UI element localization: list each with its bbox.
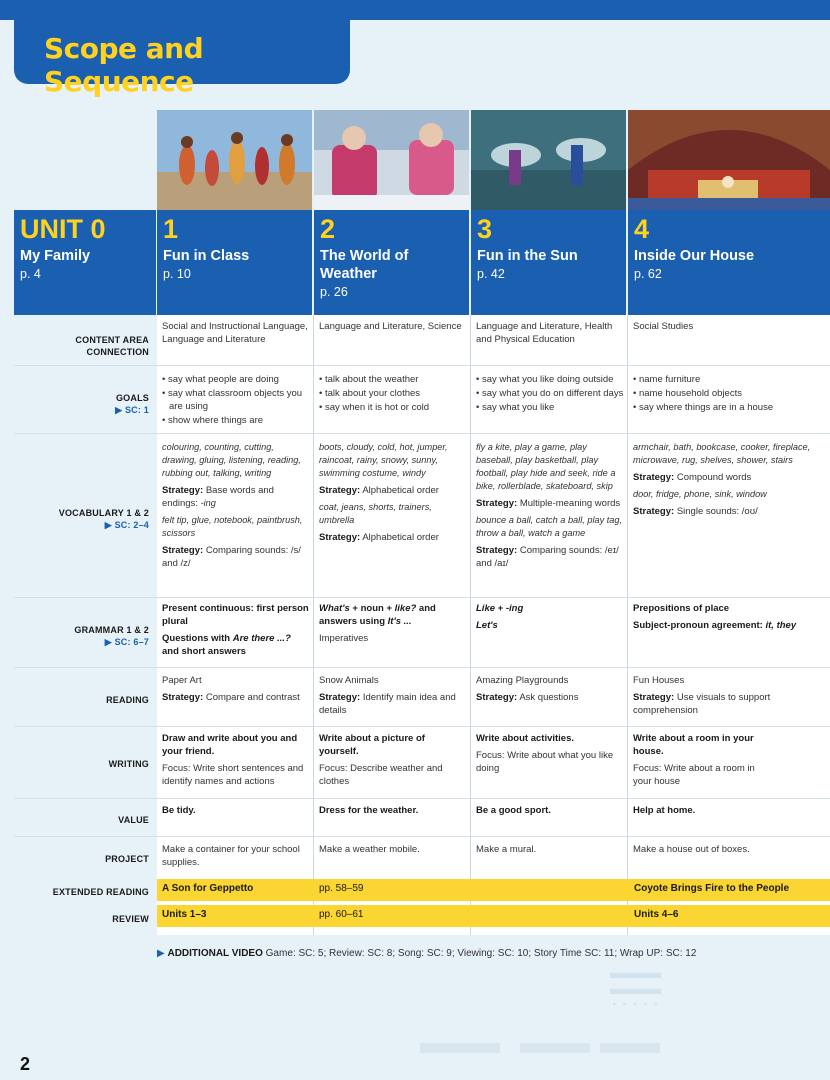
unit4-photo	[628, 110, 830, 210]
unit4-header	[628, 210, 830, 315]
reading-title: Paper Art	[162, 675, 202, 686]
column-divider	[470, 315, 471, 935]
reading-u2	[319, 674, 467, 717]
ext-reading-pages: pp. 58–59	[319, 883, 364, 894]
grammar-u2	[319, 602, 467, 645]
writing-focus: Focus: Write about a room in your house	[633, 763, 755, 787]
value-u2: Dress for the weather.	[319, 805, 419, 816]
review-u34: Units 4–6	[634, 909, 679, 920]
grammar-text: +	[495, 603, 506, 614]
reading-title: Snow Animals	[319, 675, 379, 686]
vocab-words: fly a kite, play a game, play baseball, play basketball, play football, play hide and seek, ride a bike, rollerblade, skateboard, skip	[476, 442, 616, 491]
page-title: Scope and Sequence	[44, 32, 204, 98]
unit1-photo	[157, 110, 312, 210]
review-band	[157, 905, 830, 927]
unit3-photo	[471, 110, 626, 210]
vocab-sc-link[interactable]: SC: 2–4	[114, 520, 149, 530]
strategy-text: Multiple-meaning words	[519, 498, 621, 509]
vocab-u4	[633, 441, 823, 518]
goals-u1	[162, 373, 310, 428]
strategy-label: Strategy:	[476, 545, 518, 556]
goals-label: GOALS	[115, 393, 149, 403]
vocab-words: bounce a ball, catch a ball, play tag, throw a ball, watch a game	[476, 515, 623, 538]
writing-focus: Focus: Write short sentences and identify names and actions	[162, 763, 304, 787]
unit2-page: p. 26	[320, 285, 348, 299]
grammar-label: GRAMMAR 1 & 2	[74, 625, 149, 635]
row-divider	[14, 726, 830, 727]
reading-title: Fun Houses	[633, 675, 685, 686]
column-divider	[313, 315, 314, 935]
vocab-words: boots, cloudy, cold, hot, jumper, raincoat, rainy, snowy, sunny, swimming costume, windy	[319, 442, 448, 478]
strategy-text: -ing	[200, 498, 216, 508]
reading-u4	[633, 674, 793, 717]
goal-item: • say what people are doing	[162, 373, 310, 386]
goal-item: • say what you like	[476, 401, 624, 414]
ext-reading-u12: A Son for Geppetto	[162, 883, 254, 894]
goals-sc-link[interactable]: SC: 1	[124, 405, 149, 415]
unit4-number: 4	[634, 214, 650, 244]
content-u3: Language and Literature, Health and Physical Education	[476, 321, 613, 345]
additional-video-label: ADDITIONAL VIDEO	[167, 948, 263, 959]
vocab-words: door, fridge, phone, sink, window	[633, 489, 767, 499]
play-icon[interactable]: ▶︎	[115, 405, 125, 415]
goal-item: • talk about the weather	[319, 373, 467, 386]
row-label-grammar	[74, 624, 149, 648]
strategy-label: Strategy:	[476, 498, 518, 509]
strategy-label: Strategy:	[162, 692, 204, 703]
unit1-page: p. 10	[163, 267, 191, 281]
goal-item: • talk about your clothes	[319, 387, 467, 400]
row-label-review: REVIEW	[112, 914, 149, 924]
grammar-u3	[476, 602, 624, 632]
goal-item: • name furniture	[633, 373, 823, 386]
writing-focus: Focus: Describe weather and clothes	[319, 763, 443, 787]
grammar-text: Questions with	[162, 633, 233, 644]
vocab-label: VOCABULARY 1 & 2	[58, 508, 149, 518]
grammar-text: like?	[394, 603, 417, 614]
vocab-u1	[162, 441, 310, 570]
goal-item: • show where things are	[162, 414, 310, 427]
strategy-label: Strategy:	[633, 506, 675, 517]
grammar-point: Present continuous: first person plural	[162, 603, 309, 627]
row-label-ext-reading: EXTENDED READING	[52, 887, 149, 897]
additional-video-text: Game: SC: 5; Review: SC: 8; Song: SC: 9; Viewing: SC: 10; Story Time SC: 11; Wrap UP: SC: 12	[265, 948, 697, 959]
play-icon[interactable]: ▶︎	[157, 948, 165, 959]
page-number: 2	[20, 1054, 31, 1074]
content-u4: Social Studies	[633, 321, 694, 332]
unit3-page: p. 42	[477, 267, 505, 281]
goal-item: • say where things are in a house	[633, 401, 823, 414]
value-u3: Be a good sport.	[476, 805, 551, 816]
grammar-text: + noun +	[349, 603, 395, 614]
grammar-point: Imperatives	[319, 633, 369, 644]
writing-u1	[162, 732, 310, 788]
grammar-text: Like	[476, 603, 496, 614]
goal-item: • say what you like doing outside	[476, 373, 624, 386]
vocab-u2	[319, 441, 467, 544]
unit2-header	[314, 210, 469, 315]
unit1-header	[157, 210, 312, 315]
publisher-watermark: ▬▬▬ ▬▬▬ · · · · ·	[610, 963, 661, 1014]
column-divider	[627, 315, 628, 935]
row-divider	[14, 365, 830, 366]
row-label-goals	[115, 392, 149, 416]
strategy-text: Use visuals to support comprehension	[633, 692, 771, 716]
play-icon[interactable]: ▶︎	[104, 520, 115, 530]
strategy-text: Identify main idea and details	[319, 692, 456, 716]
row-divider	[14, 433, 830, 434]
reading-u3	[476, 674, 624, 704]
writing-title: Write about a room in your house.	[633, 733, 754, 757]
project-u1: Make a container for your school supplies.	[162, 844, 300, 868]
project-u4: Make a house out of boxes.	[633, 844, 750, 855]
row-label-value: VALUE	[118, 815, 149, 825]
strategy-label: Strategy:	[162, 485, 204, 496]
additional-video	[157, 948, 696, 959]
row-label-project: PROJECT	[105, 854, 149, 864]
vocab-words: colouring, counting, cutting, drawing, gluing, listening, reading, rubbing out, talking, writing	[162, 442, 301, 478]
row-divider	[14, 597, 830, 598]
grammar-text: and answers using	[319, 603, 436, 627]
review-pages: pp. 60–61	[319, 909, 364, 920]
unit4-page: p. 62	[634, 267, 662, 281]
writing-u4	[633, 732, 773, 788]
writing-u3	[476, 732, 624, 775]
strategy-text: Alphabetical order	[362, 532, 439, 543]
goals-u4	[633, 373, 823, 415]
reading-title: Amazing Playgrounds	[476, 675, 569, 686]
grammar-u1	[162, 602, 310, 658]
row-divider	[14, 798, 830, 799]
reading-u1	[162, 674, 310, 704]
strategy-label: Strategy:	[319, 485, 361, 496]
row-label-writing: WRITING	[108, 759, 149, 769]
writing-title: Write about a picture of yourself.	[319, 733, 425, 757]
strategy-text: Comparing sounds: /s/ and /z/	[162, 545, 301, 569]
value-u1: Be tidy.	[162, 805, 196, 816]
vocab-u3	[476, 441, 624, 570]
content-u2: Language and Literature, Science	[319, 321, 462, 332]
review-u12: Units 1–3	[162, 909, 207, 920]
unit4-title: Inside Our House	[634, 248, 755, 264]
goal-item: • name household objects	[633, 387, 823, 400]
project-u3: Make a mural.	[476, 844, 537, 855]
grammar-point: Prepositions of place	[633, 603, 730, 614]
row-label-reading: READING	[106, 695, 149, 705]
strategy-label: Strategy:	[162, 545, 204, 556]
unit3-header	[471, 210, 626, 315]
strategy-label: Strategy:	[476, 692, 518, 703]
writing-focus: Focus: Write about what you like doing	[476, 750, 614, 774]
goals-u3	[476, 373, 624, 415]
grammar-text: -ing	[505, 603, 524, 614]
top-bar	[0, 0, 830, 20]
writing-u2	[319, 732, 459, 788]
grammar-text: it, they	[765, 620, 797, 631]
grammar-u4	[633, 602, 823, 632]
vocab-words: coat, jeans, shorts, trainers, umbrella	[319, 502, 432, 525]
grammar-text: and short answers	[162, 646, 246, 657]
grammar-point: Let's	[476, 620, 498, 631]
strategy-label: Strategy:	[633, 692, 675, 703]
unit3-number: 3	[477, 214, 493, 244]
strategy-text: Comparing sounds: /eɪ/ and /aɪ/	[476, 545, 619, 569]
unit0-number: UNIT 0	[20, 214, 106, 244]
goal-item: • say what you do on different days	[476, 387, 624, 400]
ext-reading-u34: Coyote Brings Fire to the People	[634, 883, 790, 894]
writing-title: Draw and write about you and your friend.	[162, 733, 298, 757]
goals-u2	[319, 373, 467, 415]
grammar-text: What's	[319, 603, 350, 614]
grammar-point	[162, 632, 310, 658]
unit2-title: The World of Weather	[320, 248, 409, 282]
goal-item: • say when it is hot or cold	[319, 401, 467, 414]
strategy-label: Strategy:	[633, 472, 675, 483]
strategy-text: Compare and contrast	[205, 692, 300, 703]
content-u1: Social and Instructional Language, Language and Literature	[162, 321, 308, 345]
footer-ghost	[520, 1043, 590, 1053]
play-icon[interactable]: ▶︎	[104, 637, 115, 647]
grammar-point	[633, 619, 823, 632]
row-label-vocab	[59, 507, 149, 531]
strategy-label: Strategy:	[319, 692, 361, 703]
strategy-text: Ask questions	[519, 692, 579, 703]
unit2-number: 2	[320, 214, 336, 244]
row-divider	[14, 836, 830, 837]
grammar-text: Subject-pronoun agreement:	[633, 620, 766, 631]
grammar-point	[476, 602, 624, 615]
unit1-title: Fun in Class	[163, 248, 250, 264]
grammar-text: It's ...	[387, 616, 412, 627]
row-label-content: CONTENT AREA CONNECTION	[75, 335, 149, 357]
footer-ghost	[600, 1043, 660, 1053]
unit0-page: p. 4	[20, 267, 41, 281]
grammar-sc-link[interactable]: SC: 6–7	[114, 637, 149, 647]
row-divider	[14, 667, 830, 668]
title-tab	[14, 20, 350, 98]
project-u2: Make a weather mobile.	[319, 844, 420, 855]
grammar-text: Are there ...?	[232, 633, 291, 644]
grammar-point	[319, 602, 467, 628]
strategy-text: Base words and endings:	[162, 485, 274, 509]
strategy-text: Alphabetical order	[362, 485, 439, 496]
strategy-text: Single sounds: /oʊ/	[676, 506, 758, 517]
unit0-header	[14, 210, 156, 315]
strategy-label: Strategy:	[319, 532, 361, 543]
vocab-words: armchair, bath, bookcase, cooker, fireplace, microwave, rug, shelves, shower, stairs	[633, 442, 811, 465]
value-u4: Help at home.	[633, 805, 696, 816]
vocab-words: felt tip, glue, notebook, paintbrush, scissors	[162, 515, 303, 538]
unit1-number: 1	[163, 214, 179, 244]
unit3-title: Fun in the Sun	[477, 248, 578, 264]
unit2-photo	[314, 110, 469, 210]
unit0-title: My Family	[20, 248, 91, 264]
goal-item: • say what classroom objects you are using	[162, 387, 310, 413]
writing-title: Write about activities.	[476, 733, 575, 744]
footer-ghost	[420, 1043, 500, 1053]
strategy-text: Compound words	[676, 472, 752, 483]
